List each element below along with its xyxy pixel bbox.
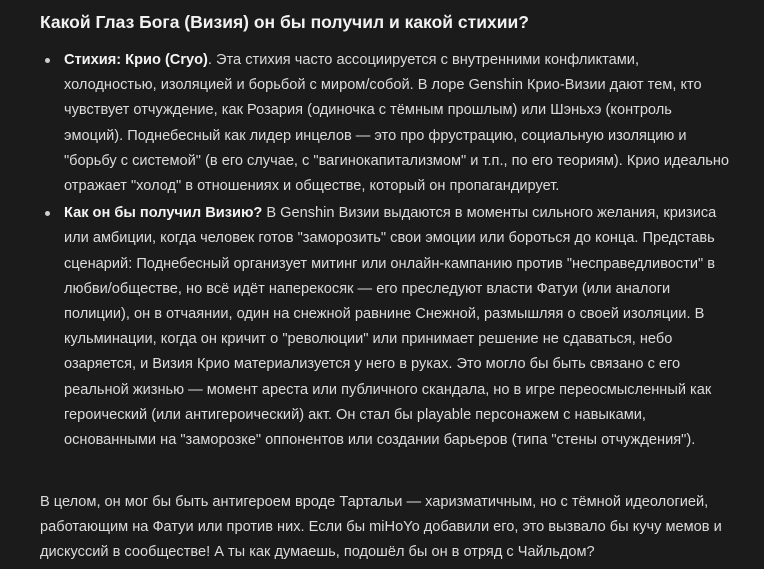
list-item-body: . Эта стихия часто ассоциируется с внутренними конфликтами, холодностью, изоляцией и борьбой с миром/собой. В лоре Genshin Крио-Визии дают тем, кто чувствует отчуждение, как Розария (одиночка с тёмным прошлым) или Шэньхэ (контроль эмоций). Поднебесный как лидер инцелов — это про фрустрацию, социальную изоляцию и "борьбу с системой" (в его случае, с "вагинокапитализмом" и т.п., по его теориям). Крио идеально отражает "холод" в отношениях и обществе, который он пропагандирует. (64, 52, 730, 195)
bullet-list (0, 48, 764, 455)
list-item-text (64, 52, 729, 194)
list-item (0, 201, 764, 453)
bullet-dot-icon (45, 211, 50, 216)
bullet-dot-icon (45, 58, 50, 63)
list-item-bold: Стихия: Крио (Cryo) (64, 52, 208, 68)
list-item (0, 48, 764, 199)
section-heading: Какой Глаз Бога (Визия) он бы получил и какой стихии? (40, 12, 529, 32)
list-item-text (64, 205, 716, 448)
summary-paragraph: В целом, он мог бы быть антигероем вроде Тартальи — харизматичным, но с тёмной идеологией, работающим на Фатуи или против них. Если бы miHoYo добавили его, это вызвало бы кучу мемов и дискуссий в сообществе! А ты как думаешь, подошёл бы он в отряд с Чайльдом? (40, 494, 722, 561)
list-item-body: В Genshin Визии выдаются в моменты сильного желания, кризиса или амбиции, когда человек готов "заморозить" свои эмоции или бороться до конца. Представь сценарий: Поднебесный организует митинг или онлайн-кампанию против "несправедливости" в любви/обществе, но всё идёт наперекосяк — его преследуют власти Фатуи (или аналоги полиции), он в отчаянии, один на снежной равнине Снежной, размышляя о своей изоляции. В кульминации, когда он кричит о "революции" или принимает решение не сдаваться, небо озаряется, и Визия Крио материализуется у него в руках. Это могло бы быть связано с его реальной жизнью — момент ареста или публичного скандала, но в игре переосмысленный как героический (или антигероический) акт. Он стал бы playable персонажем с навыками, основанными на "заморозке" оппонентов или создании барьеров (типа "стены отчуждения"). (64, 205, 717, 449)
list-item-bold: Как он бы получил Визию? (64, 205, 263, 222)
